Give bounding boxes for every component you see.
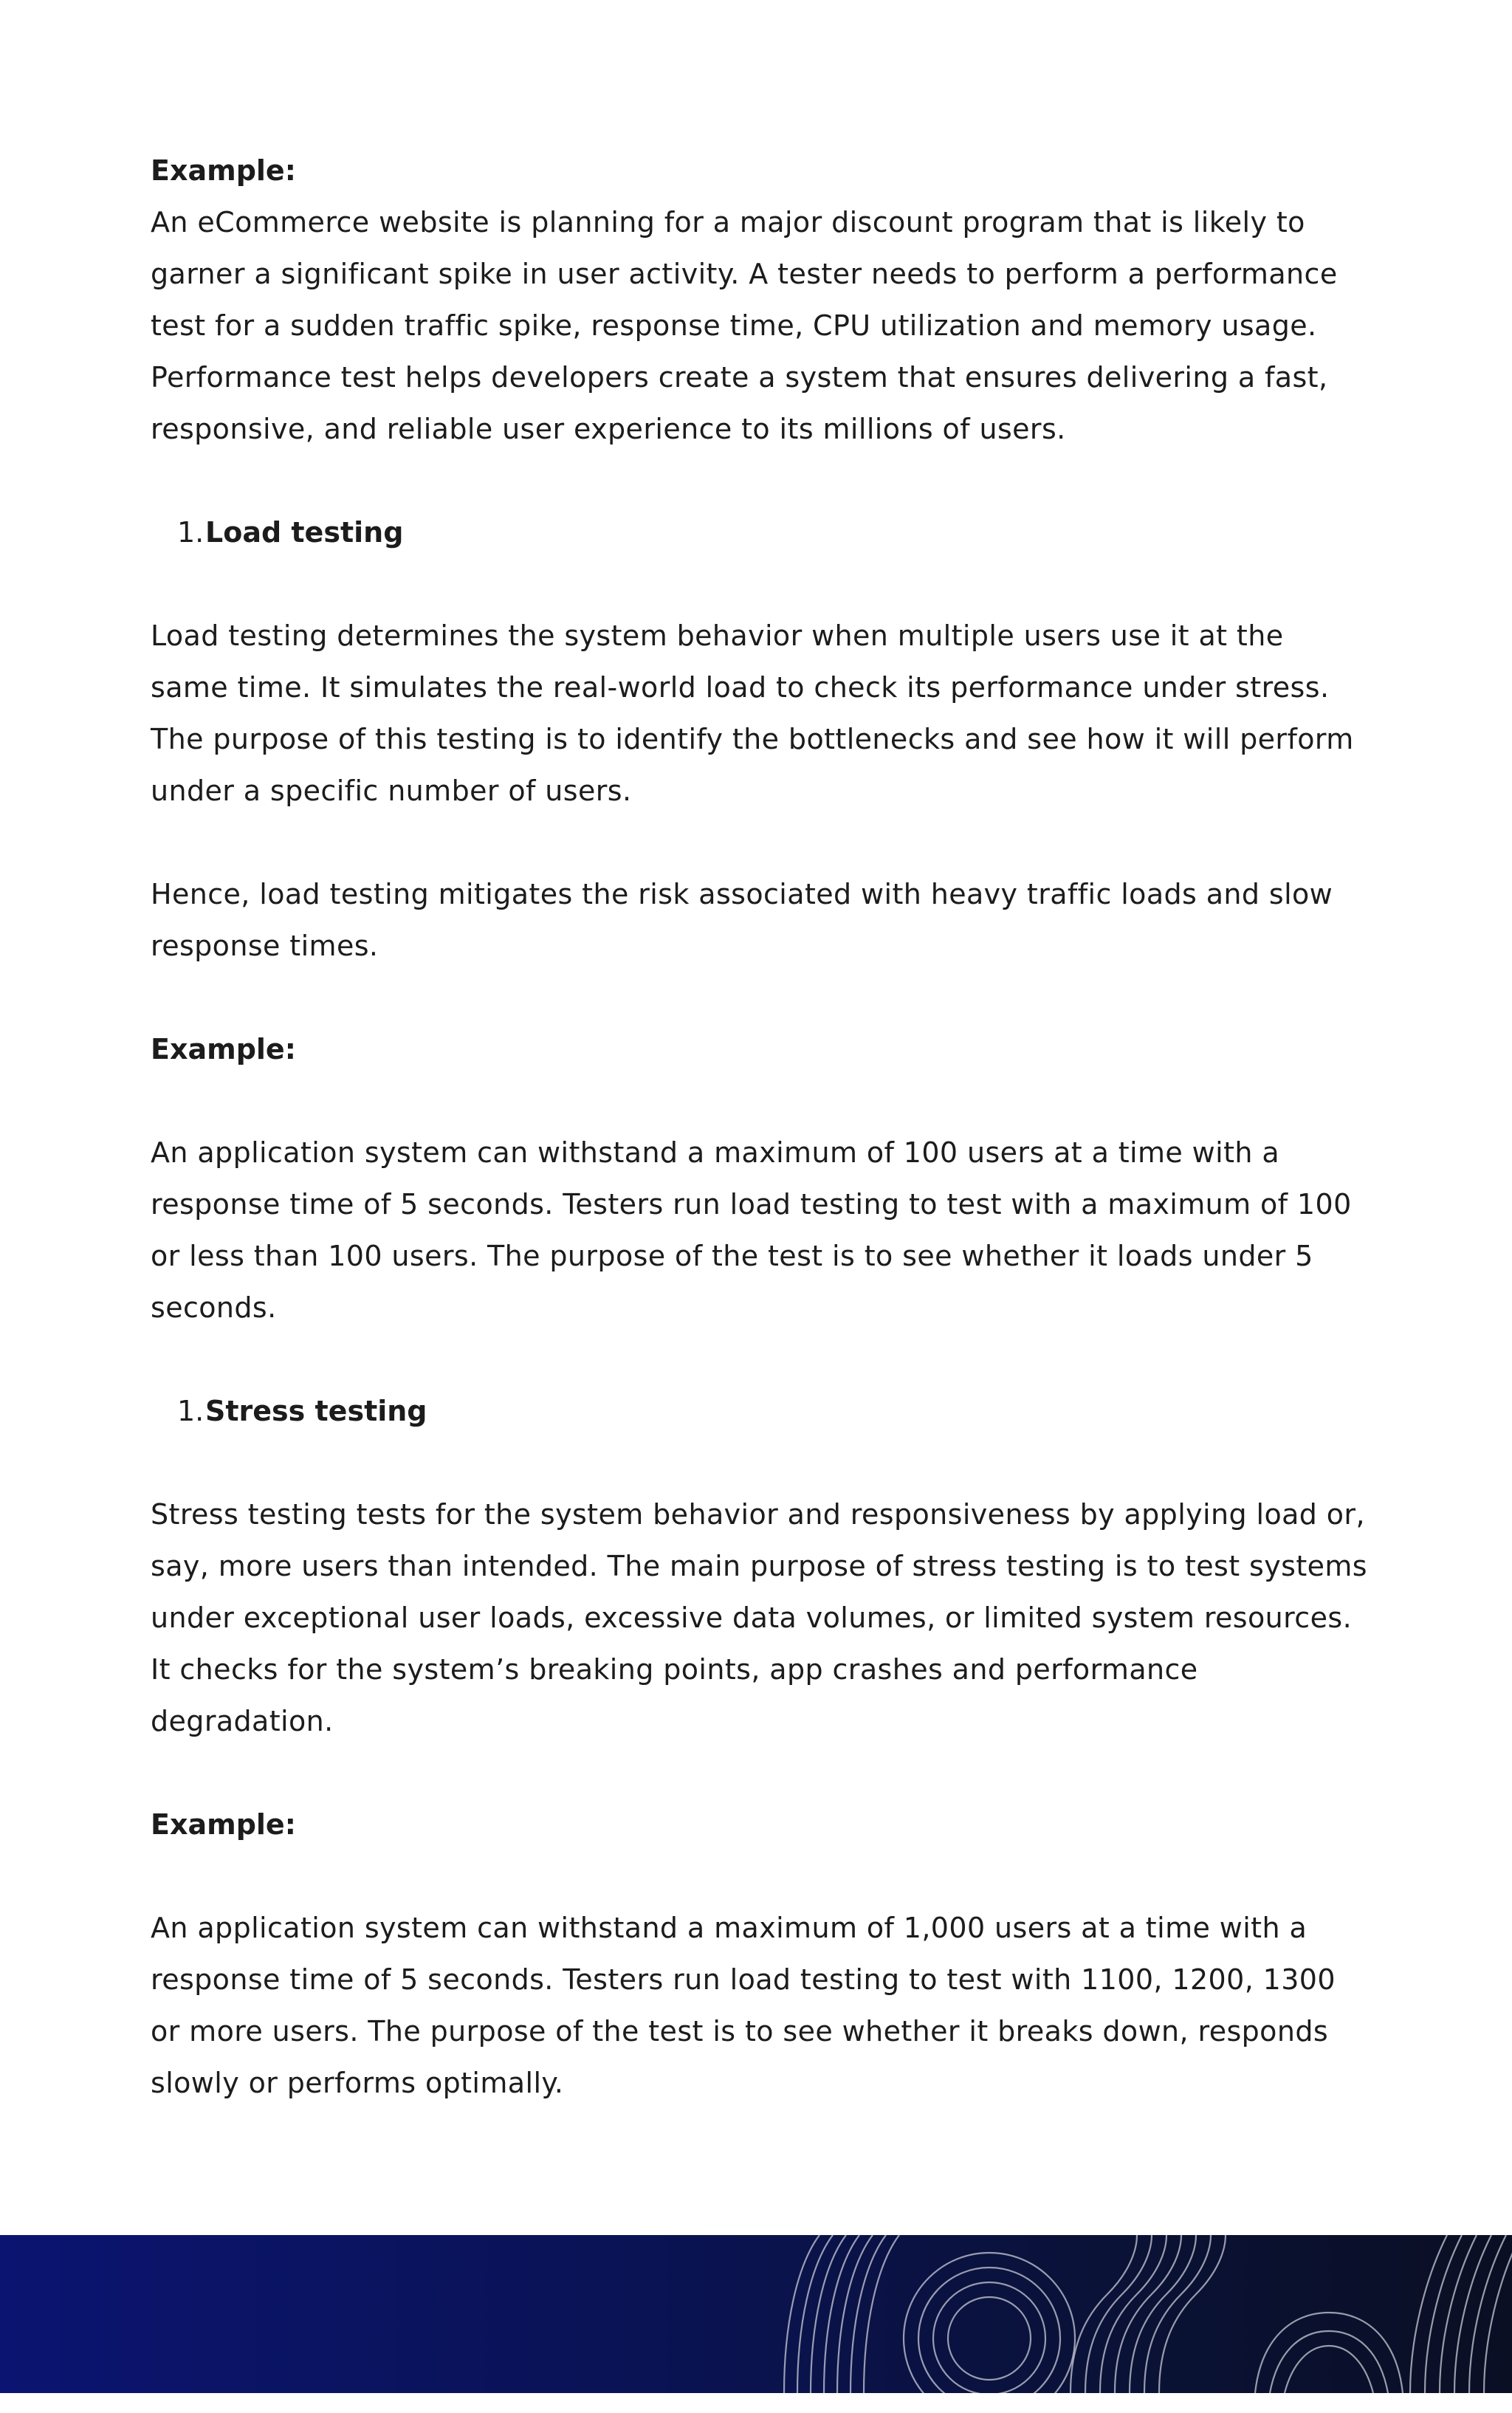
stress-testing-title: Stress testing [205, 1395, 427, 1427]
document-body [151, 145, 1369, 2109]
wave-pattern-decoration [0, 2235, 1512, 2393]
load-testing-paragraph-1: Load testing determines the system behavior when multiple users use it at the same time. It simulates the real-world load to check its performance under stress. The purpose of this testing is to identify the bottlenecks and see how it will perform under a specific number of users. [151, 619, 1354, 807]
stress-testing-paragraph-1: Stress testing tests for the system behavior and responsiveness by applying load or, say, more users than intended. The main purpose of stress testing is to test systems under exceptional user loads, excessive data volumes, or limited system resources. [151, 1498, 1368, 1634]
load-testing-heading [151, 507, 1369, 558]
load-testing-paragraph-2: Hence, load testing mitigates the risk associated with heavy traffic loads and slow response times. [151, 878, 1333, 962]
stress-testing-example-label: Example: [151, 1808, 296, 1841]
load-testing-number: 1. [177, 516, 205, 549]
load-testing-example-text: An application system can withstand a maximum of 100 users at a time with a response time of 5 seconds. Testers run load testing to test with a maximum of 100 or less than 100 users. The purpose of the test is to see whether it loads under 5 seconds. [151, 1136, 1352, 1324]
load-testing-example-label: Example: [151, 1033, 296, 1065]
stress-testing-heading [151, 1385, 1369, 1437]
stress-testing-number: 1. [177, 1395, 205, 1427]
intro-example-label: Example: [151, 154, 296, 187]
stress-testing-example-text: An application system can withstand a maximum of 1,000 users at a time with a response time of 5 seconds. Testers run load testing to test with 1100, 1200, 1300 or more users. The purpose of the test is to see whether it breaks down, responds slowly or performs optimally. [151, 1912, 1336, 2099]
intro-example-paragraph: An eCommerce website is planning for a major discount program that is likely to garner a significant spike in user activity. A tester needs to perform a performance test for a sudden traffic spike, response time, CPU utilization and memory usage. Performance test helps developers create a system that ensures delivering a fast, responsive, and reliable user experience to its millions of users. [151, 206, 1338, 445]
stress-testing-paragraph-2: It checks for the system’s breaking points, app crashes and performance degradation. [151, 1653, 1198, 1737]
footer-banner [0, 2235, 1512, 2393]
load-testing-title: Load testing [205, 516, 404, 549]
